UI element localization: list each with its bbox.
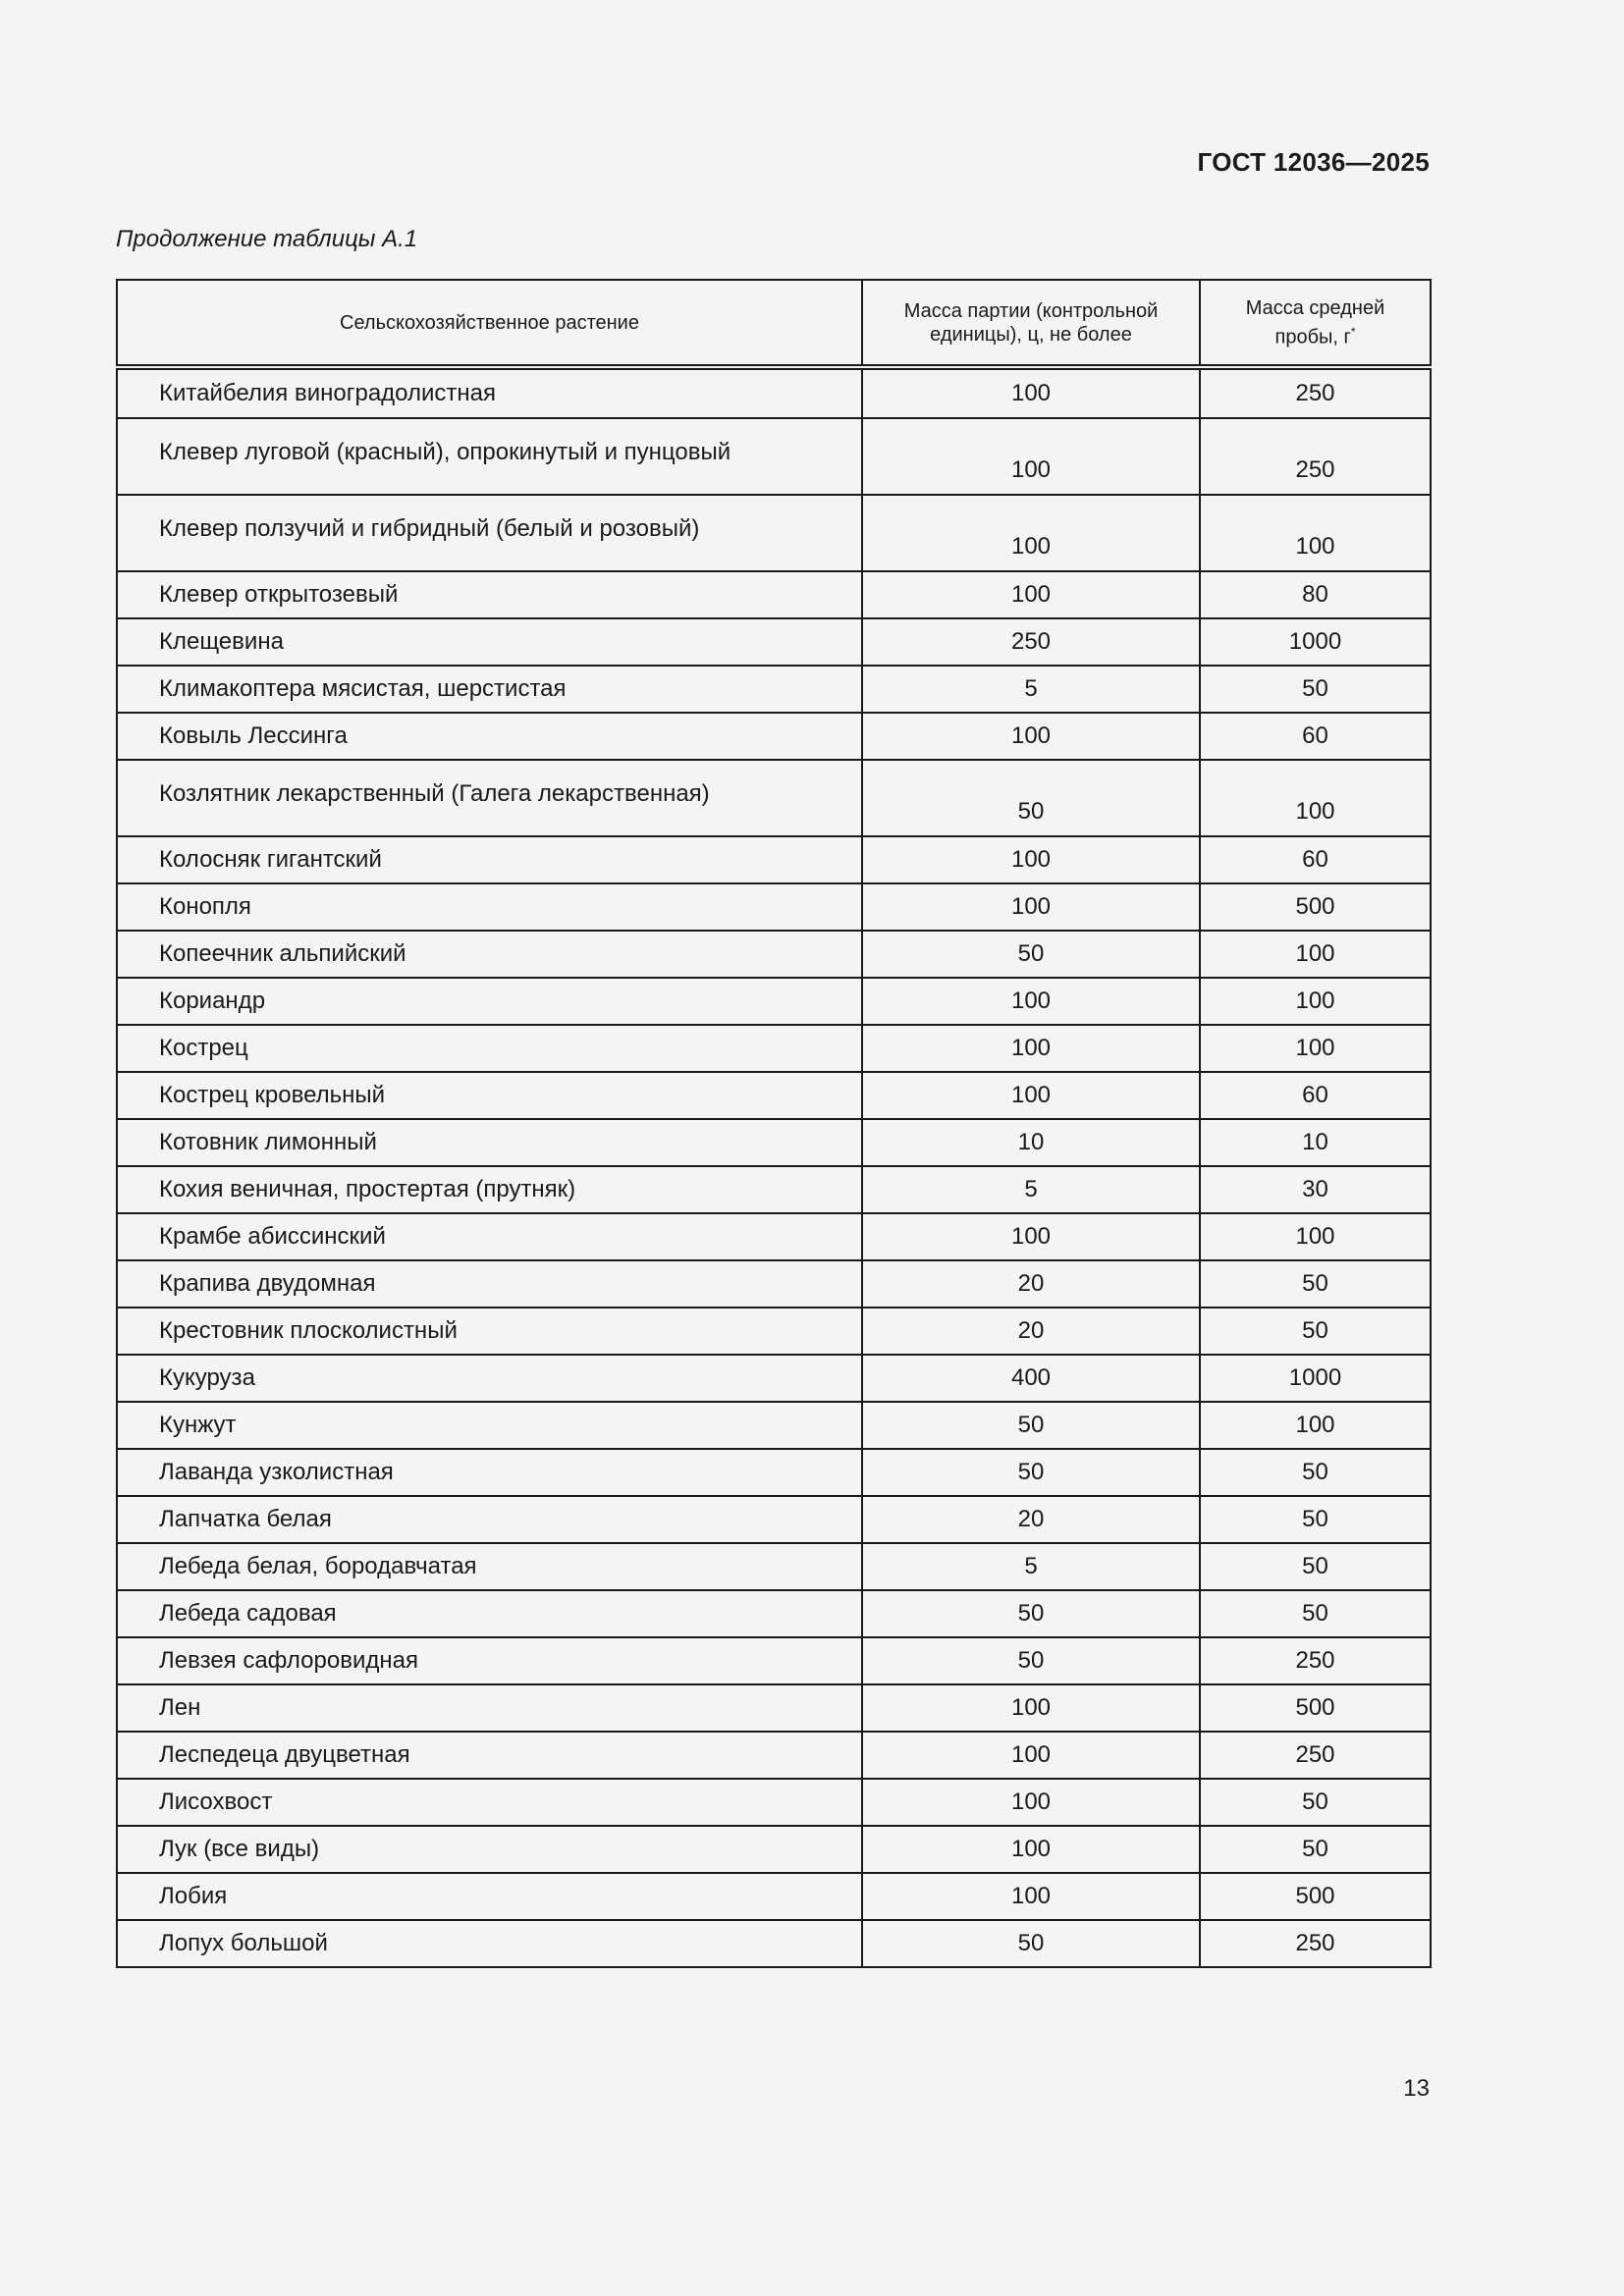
crop-name-cell: Конопля — [117, 883, 862, 931]
sample-mass-cell: 50 — [1200, 1496, 1431, 1543]
sample-mass-cell: 50 — [1200, 1308, 1431, 1355]
crop-name-cell: Кострец кровельный — [117, 1072, 862, 1119]
table-row — [117, 495, 1431, 571]
page-number: 13 — [1403, 2075, 1430, 2102]
sample-mass-cell: 50 — [1200, 666, 1431, 713]
crop-name-cell: Китайбелия виноградолистная — [117, 367, 862, 418]
table-row — [117, 1308, 1431, 1355]
sample-mass-header-line1: Масса средней — [1245, 296, 1385, 319]
batch-mass-cell: 100 — [862, 1779, 1200, 1826]
batch-mass-cell: 100 — [862, 836, 1200, 883]
crop-name-cell: Лапчатка белая — [117, 1496, 862, 1543]
column-header-batch-mass — [862, 280, 1200, 367]
sample-mass-cell: 100 — [1200, 1025, 1431, 1072]
table-row — [117, 367, 1431, 418]
table-body — [117, 367, 1431, 1967]
sample-mass-cell: 80 — [1200, 571, 1431, 618]
table-row — [117, 1732, 1431, 1779]
sample-mass-cell: 500 — [1200, 1873, 1431, 1920]
table-header-row — [117, 280, 1431, 367]
crop-name-cell: Колосняк гигантский — [117, 836, 862, 883]
table-row — [117, 418, 1431, 495]
sample-mass-cell: 60 — [1200, 836, 1431, 883]
table-row — [117, 1920, 1431, 1967]
crop-name-cell: Клевер открытозевый — [117, 571, 862, 618]
batch-mass-cell: 100 — [862, 1732, 1200, 1779]
batch-mass-cell: 400 — [862, 1355, 1200, 1402]
sample-mass-cell: 50 — [1200, 1590, 1431, 1637]
crop-name-cell: Клещевина — [117, 618, 862, 666]
crop-name-cell: Лук (все виды) — [117, 1826, 862, 1873]
sample-mass-cell: 50 — [1200, 1449, 1431, 1496]
batch-mass-cell: 100 — [862, 1213, 1200, 1260]
crop-name-cell: Котовник лимонный — [117, 1119, 862, 1166]
batch-mass-cell: 50 — [862, 1402, 1200, 1449]
table-row — [117, 1355, 1431, 1402]
crop-name-cell: Лен — [117, 1684, 862, 1732]
crop-name-cell: Козлятник лекарственный (Галега лекарственная) — [117, 760, 862, 836]
batch-mass-cell: 250 — [862, 618, 1200, 666]
sample-mass-cell: 250 — [1200, 418, 1431, 495]
table-row — [117, 1826, 1431, 1873]
batch-mass-cell: 50 — [862, 760, 1200, 836]
table-row — [117, 978, 1431, 1025]
batch-mass-cell: 100 — [862, 571, 1200, 618]
batch-mass-cell: 20 — [862, 1496, 1200, 1543]
table-row — [117, 571, 1431, 618]
batch-mass-cell: 5 — [862, 1543, 1200, 1590]
sample-mass-cell: 50 — [1200, 1543, 1431, 1590]
batch-mass-cell: 100 — [862, 418, 1200, 495]
crop-name-cell: Крапива двудомная — [117, 1260, 862, 1308]
crop-name-cell: Кострец — [117, 1025, 862, 1072]
batch-mass-header-line2: единицы), ц, не более — [930, 323, 1132, 346]
table-row — [117, 1496, 1431, 1543]
batch-mass-cell: 50 — [862, 1920, 1200, 1967]
sample-mass-cell: 250 — [1200, 1920, 1431, 1967]
table-row — [117, 1072, 1431, 1119]
document-code: ГОСТ 12036—2025 — [1197, 147, 1430, 177]
column-header-crop: Сельскохозяйственное растение — [117, 280, 862, 367]
crop-name-cell: Клевер ползучий и гибридный (белый и розовый) — [117, 495, 862, 571]
crop-name-cell: Кохия веничная, простертая (прутняк) — [117, 1166, 862, 1213]
batch-mass-cell: 100 — [862, 367, 1200, 418]
crop-sample-table — [116, 279, 1432, 1968]
sample-mass-cell: 50 — [1200, 1779, 1431, 1826]
sample-mass-cell: 100 — [1200, 931, 1431, 978]
sample-mass-cell: 100 — [1200, 1402, 1431, 1449]
crop-name-cell: Лисохвост — [117, 1779, 862, 1826]
sample-mass-cell: 500 — [1200, 883, 1431, 931]
sample-mass-cell: 10 — [1200, 1119, 1431, 1166]
sample-mass-cell: 250 — [1200, 367, 1431, 418]
table-row — [117, 1449, 1431, 1496]
sample-mass-cell: 1000 — [1200, 618, 1431, 666]
batch-mass-cell: 100 — [862, 713, 1200, 760]
table-row — [117, 713, 1431, 760]
crop-name-cell: Кунжут — [117, 1402, 862, 1449]
table-row — [117, 666, 1431, 713]
crop-name-cell: Ковыль Лессинга — [117, 713, 862, 760]
batch-mass-cell: 100 — [862, 978, 1200, 1025]
sample-mass-cell: 50 — [1200, 1826, 1431, 1873]
sample-mass-cell: 60 — [1200, 1072, 1431, 1119]
sample-mass-cell: 100 — [1200, 495, 1431, 571]
sample-mass-cell: 100 — [1200, 1213, 1431, 1260]
table-row — [117, 1684, 1431, 1732]
crop-name-cell: Кукуруза — [117, 1355, 862, 1402]
table-row — [117, 931, 1431, 978]
batch-mass-cell: 50 — [862, 1637, 1200, 1684]
batch-mass-cell: 100 — [862, 1826, 1200, 1873]
column-header-sample-mass — [1200, 280, 1431, 367]
table-row — [117, 1873, 1431, 1920]
crop-name-cell: Лопух большой — [117, 1920, 862, 1967]
batch-mass-header-line1: Масса партии (контрольной — [903, 299, 1159, 322]
batch-mass-cell: 50 — [862, 931, 1200, 978]
crop-name-cell: Копеечник альпийский — [117, 931, 862, 978]
table-row — [117, 883, 1431, 931]
batch-mass-cell: 20 — [862, 1260, 1200, 1308]
batch-mass-cell: 5 — [862, 1166, 1200, 1213]
sample-mass-cell: 100 — [1200, 760, 1431, 836]
batch-mass-cell: 100 — [862, 1684, 1200, 1732]
crop-name-cell: Крамбе абиссинский — [117, 1213, 862, 1260]
table-row — [117, 836, 1431, 883]
crop-name-cell: Лаванда узколистная — [117, 1449, 862, 1496]
table-row — [117, 1119, 1431, 1166]
sample-mass-cell: 500 — [1200, 1684, 1431, 1732]
crop-name-cell: Крестовник плосколистный — [117, 1308, 862, 1355]
sample-mass-cell: 250 — [1200, 1732, 1431, 1779]
table-row — [117, 1543, 1431, 1590]
sample-mass-header-line2: пробы, г — [1274, 326, 1351, 348]
sample-mass-cell: 60 — [1200, 713, 1431, 760]
batch-mass-cell: 5 — [862, 666, 1200, 713]
crop-name-cell: Лебеда белая, бородавчатая — [117, 1543, 862, 1590]
batch-mass-cell: 100 — [862, 1072, 1200, 1119]
batch-mass-cell: 20 — [862, 1308, 1200, 1355]
crop-name-cell: Левзея сафлоровидная — [117, 1637, 862, 1684]
batch-mass-cell: 100 — [862, 1025, 1200, 1072]
table-row — [117, 1402, 1431, 1449]
crop-name-cell: Лебеда садовая — [117, 1590, 862, 1637]
batch-mass-cell: 10 — [862, 1119, 1200, 1166]
footnote-mark: * — [1350, 324, 1356, 339]
crop-name-cell: Климакоптера мясистая, шерстистая — [117, 666, 862, 713]
table-caption: Продолжение таблицы А.1 — [116, 226, 418, 252]
batch-mass-cell: 100 — [862, 883, 1200, 931]
crop-name-cell: Леспедеца двуцветная — [117, 1732, 862, 1779]
crop-name-cell: Клевер луговой (красный), опрокинутый и пунцовый — [117, 418, 862, 495]
batch-mass-cell: 50 — [862, 1449, 1200, 1496]
crop-name-cell: Лобия — [117, 1873, 862, 1920]
batch-mass-cell: 100 — [862, 1873, 1200, 1920]
table-row — [117, 1213, 1431, 1260]
batch-mass-cell: 100 — [862, 495, 1200, 571]
sample-mass-cell: 1000 — [1200, 1355, 1431, 1402]
sample-mass-cell: 100 — [1200, 978, 1431, 1025]
sample-mass-cell: 50 — [1200, 1260, 1431, 1308]
batch-mass-cell: 50 — [862, 1590, 1200, 1637]
table-row — [117, 618, 1431, 666]
table-row — [117, 1779, 1431, 1826]
table-row — [117, 760, 1431, 836]
crop-name-cell: Кориандр — [117, 978, 862, 1025]
table-row — [117, 1637, 1431, 1684]
table-row — [117, 1166, 1431, 1213]
table-row — [117, 1590, 1431, 1637]
table-row — [117, 1025, 1431, 1072]
sample-mass-cell: 30 — [1200, 1166, 1431, 1213]
table-row — [117, 1260, 1431, 1308]
sample-mass-cell: 250 — [1200, 1637, 1431, 1684]
